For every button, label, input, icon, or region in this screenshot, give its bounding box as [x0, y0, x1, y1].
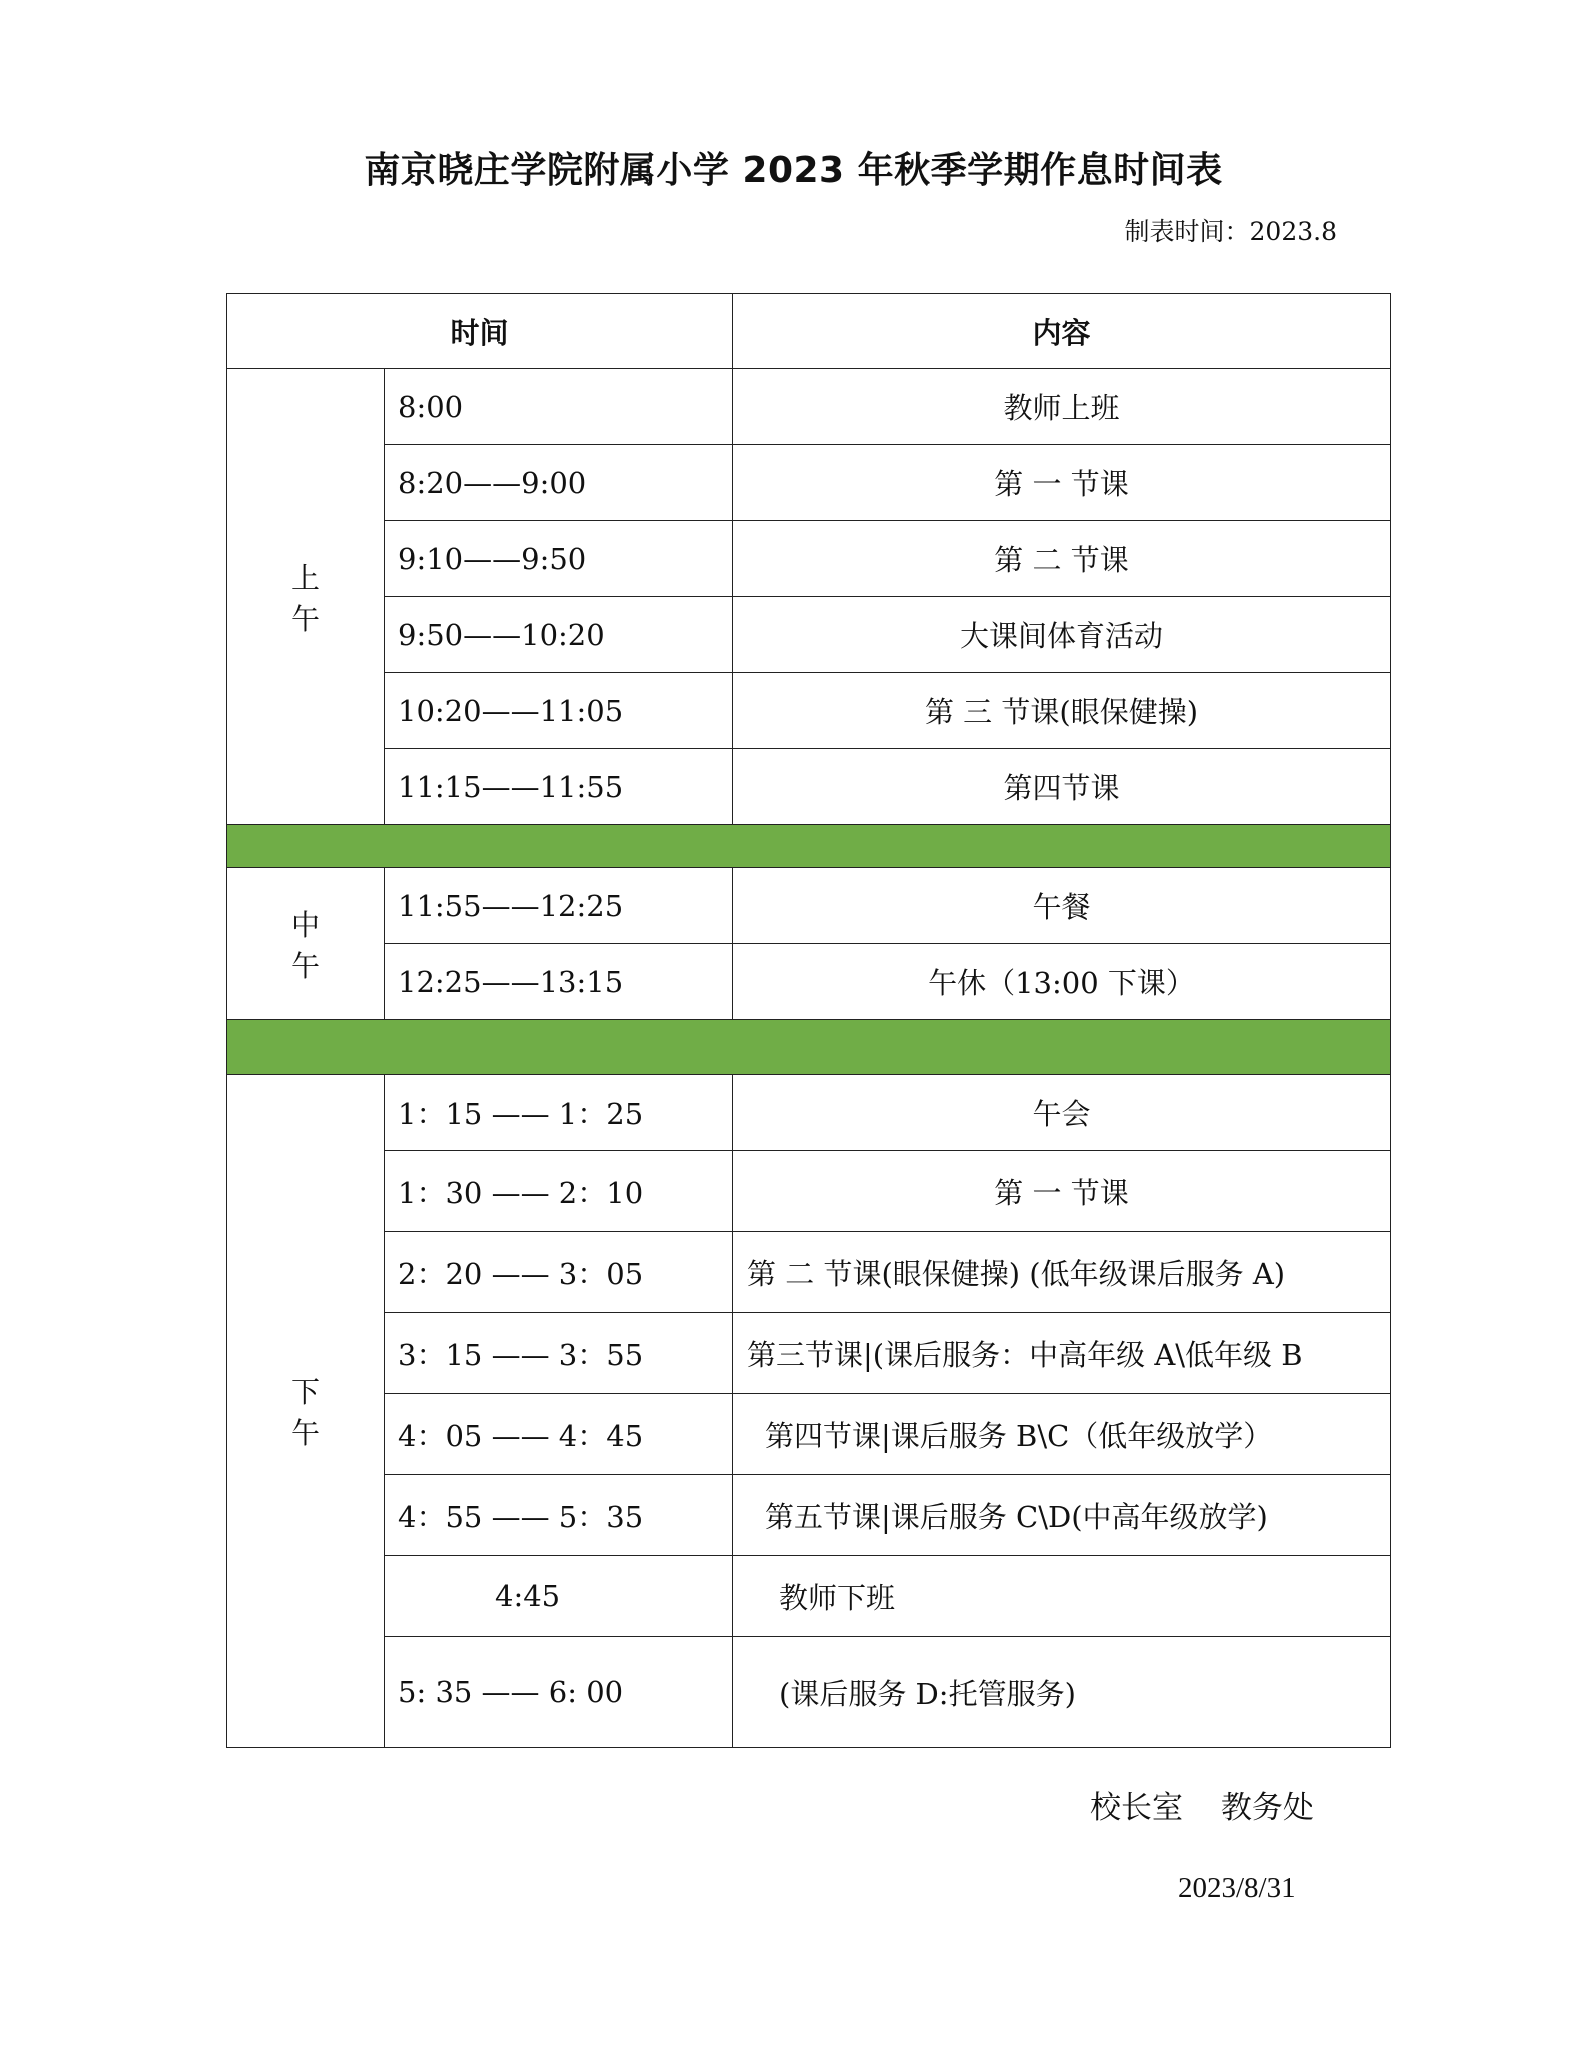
content-cell: 第四节课|课后服务 B\C（低年级放学） [733, 1394, 1391, 1475]
signature: 校长室 教务处 [1090, 1790, 1314, 1826]
time-cell: 2：20 —— 3：05 [385, 1232, 733, 1313]
made-date: 制表时间：2023.8 [1124, 217, 1337, 246]
content-cell: 第 三 节课(眼保健操) [733, 673, 1391, 749]
table-row [227, 521, 1391, 597]
content-cell: 午餐 [733, 868, 1391, 944]
table-row [227, 1313, 1391, 1394]
table-row [227, 597, 1391, 673]
content-cell: 第三节课|(课后服务：中高年级 A\低年级 B [733, 1313, 1391, 1394]
time-cell: 3：15 —— 3：55 [385, 1313, 733, 1394]
table-row [227, 445, 1391, 521]
content-cell: 第四节课 [733, 749, 1391, 825]
document-date: 2023/8/31 [1178, 1872, 1296, 1904]
table-row [227, 1075, 1391, 1151]
time-cell: 8:20——9:00 [385, 445, 733, 521]
time-cell: 9:10——9:50 [385, 521, 733, 597]
content-cell: 第 一 节课 [733, 1151, 1391, 1232]
period-afternoon: 下 午 [227, 1075, 385, 1748]
content-cell: 教师上班 [733, 369, 1391, 445]
content-cell: 教师下班 [733, 1556, 1391, 1637]
table-row [227, 1556, 1391, 1637]
table-row [227, 1151, 1391, 1232]
time-cell: 4:45 [385, 1556, 733, 1637]
time-cell: 8:00 [385, 369, 733, 445]
table-row [227, 868, 1391, 944]
content-cell: 午休（13:00 下课） [733, 944, 1391, 1020]
content-cell: 第 二 节课 [733, 521, 1391, 597]
table-row [227, 1475, 1391, 1556]
time-cell: 4：55 —— 5：35 [385, 1475, 733, 1556]
content-cell: (课后服务 D:托管服务) [733, 1637, 1391, 1748]
time-cell: 5: 35 —— 6: 00 [385, 1637, 733, 1748]
separator-row [227, 825, 1391, 868]
time-cell: 4：05 —— 4：45 [385, 1394, 733, 1475]
time-cell: 1：30 —— 2：10 [385, 1151, 733, 1232]
time-cell: 10:20——11:05 [385, 673, 733, 749]
table-row [227, 749, 1391, 825]
content-cell: 第 一 节课 [733, 445, 1391, 521]
table-header-row [227, 294, 1391, 369]
table-row [227, 673, 1391, 749]
period-noon: 中 午 [227, 868, 385, 1020]
header-time: 时间 [227, 294, 733, 369]
page-title: 南京晓庄学院附属小学 2023 年秋季学期作息时间表 [364, 150, 1223, 191]
separator-cell [227, 825, 1391, 868]
table-row [227, 944, 1391, 1020]
time-cell: 9:50——10:20 [385, 597, 733, 673]
content-cell: 午会 [733, 1075, 1391, 1151]
period-morning: 上 午 [227, 369, 385, 825]
content-cell: 大课间体育活动 [733, 597, 1391, 673]
time-cell: 11:15——11:55 [385, 749, 733, 825]
separator-cell [227, 1020, 1391, 1075]
header-content: 内容 [733, 294, 1391, 369]
time-cell: 1：15 —— 1：25 [385, 1075, 733, 1151]
time-cell: 11:55——12:25 [385, 868, 733, 944]
schedule-table [226, 293, 1391, 1748]
table-row [227, 1637, 1391, 1748]
table-row [227, 1232, 1391, 1313]
content-cell: 第五节课|课后服务 C\D(中高年级放学) [733, 1475, 1391, 1556]
content-cell: 第 二 节课(眼保健操) (低年级课后服务 A) [733, 1232, 1391, 1313]
time-cell: 12:25——13:15 [385, 944, 733, 1020]
separator-row [227, 1020, 1391, 1075]
table-row [227, 369, 1391, 445]
table-row [227, 1394, 1391, 1475]
